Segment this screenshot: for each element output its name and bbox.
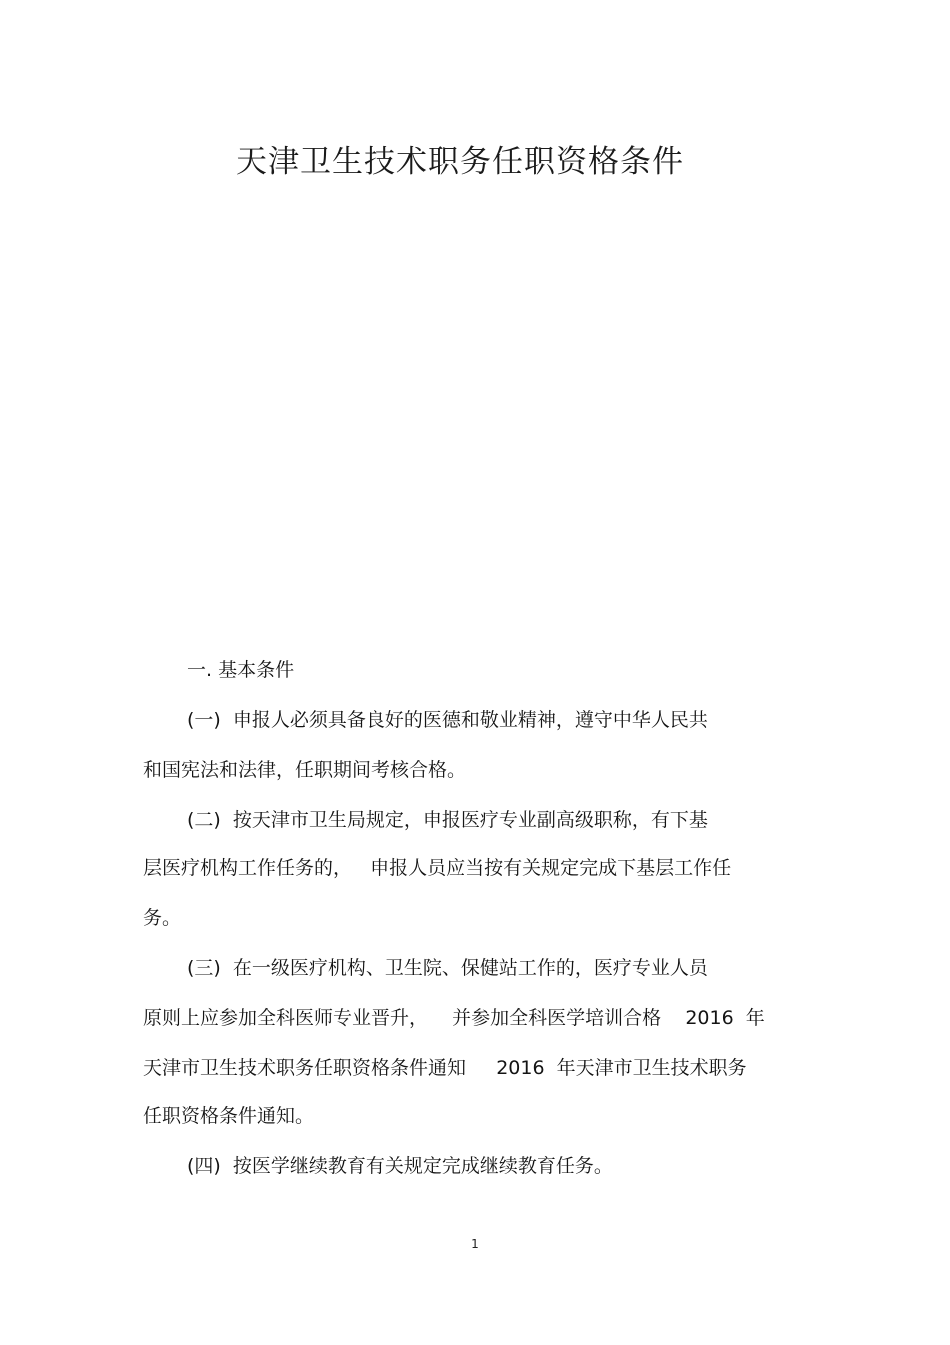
paragraph-line: 和国宪法和法律，任职期间考核合格。	[143, 759, 467, 781]
paragraph-line: (四) 按医学继续教育有关规定完成继续教育任务。	[187, 1155, 613, 1177]
paragraph-line: 天津市卫生技术职务任职资格条件通知 2016 年天津市卫生技术职务	[143, 1057, 747, 1079]
document-title: 天津卫生技术职务任职资格条件	[236, 144, 684, 180]
paragraph-line: (三) 在一级医疗机构、卫生院、保健站工作的，医疗专业人员	[187, 957, 708, 979]
paragraph-line: 任职资格条件通知。	[143, 1105, 315, 1127]
paragraph-line: 层医疗机构工作任务的， 申报人员应当按有关规定完成下基层工作任	[143, 857, 732, 879]
paragraph-line: (二) 按天津市卫生局规定，申报医疗专业副高级职称，有下基	[187, 809, 708, 831]
paragraph-line: 务。	[143, 907, 182, 929]
page-number: 1	[471, 1237, 479, 1251]
section-heading: 一. 基本条件	[187, 659, 295, 681]
paragraph-line: (一) 申报人必须具备良好的医德和敬业精神，遵守中华人民共	[187, 709, 708, 731]
paragraph-line: 原则上应参加全科医师专业晋升， 并参加全科医学培训合格 2016 年	[143, 1007, 765, 1029]
